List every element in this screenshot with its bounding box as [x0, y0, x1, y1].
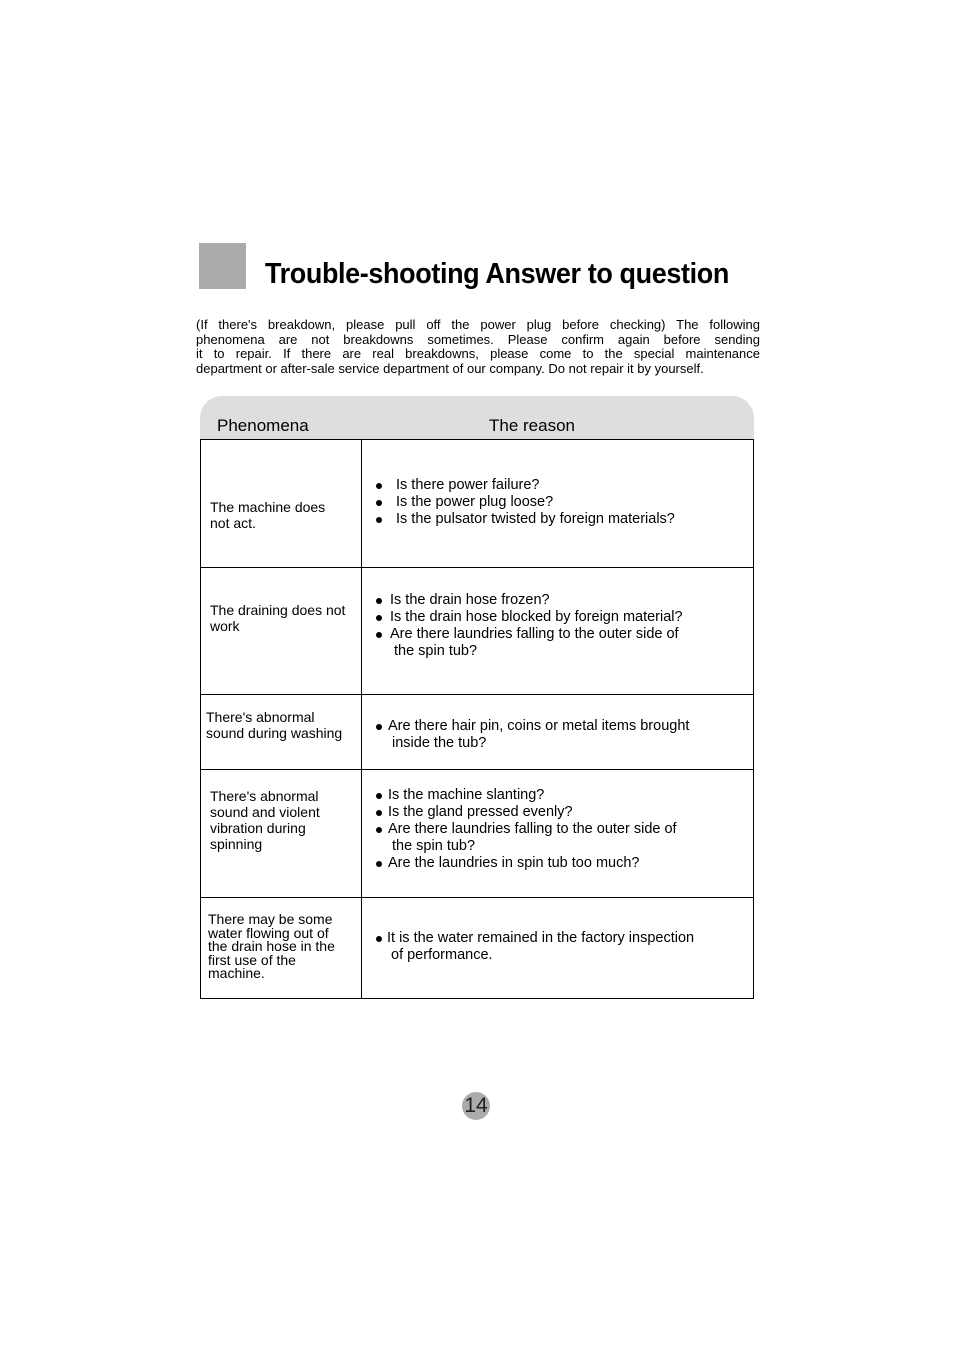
phenomenon-text: There's abnormal sound during washing [206, 709, 343, 741]
reason-list [374, 787, 677, 872]
reason-item: Are there laundries falling to the outer side of the spin tub? [374, 821, 677, 855]
table-row [201, 898, 754, 999]
reason-cell [362, 568, 754, 695]
phenomenon-text: There's abnormal sound and violent vibration during spinning [210, 788, 320, 852]
column-header-phenomena: Phenomena [217, 416, 309, 435]
reason-list [374, 477, 675, 528]
reason-item: Is there power failure? [374, 477, 675, 494]
phenomenon-cell [201, 440, 362, 568]
phenomenon-text: There may be some water flowing out of the drain hose in the first use of the machine. [208, 911, 335, 981]
reason-item: Are the laundries in spin tub too much? [374, 855, 677, 872]
table-row [201, 568, 754, 695]
reason-item: Are there laundries falling to the outer side of the spin tub? [374, 626, 683, 660]
phenomenon-text: The draining does not work [210, 602, 346, 634]
reason-item: It is the water remained in the factory inspection of performance. [374, 930, 694, 964]
intro-paragraph [196, 318, 760, 376]
phenomenon-cell [201, 898, 362, 999]
intro-line: department or after-sale service department of our company. Do not repair it by yourself. [196, 360, 704, 376]
table-row [201, 770, 754, 898]
reason-item: Are there hair pin, coins or metal items brought inside the tub? [374, 718, 689, 752]
reason-list [374, 592, 683, 660]
reason-item: Is the drain hose blocked by foreign material? [374, 609, 683, 626]
reason-item: Is the power plug loose? [374, 494, 675, 511]
title-accent-square [199, 243, 246, 289]
phenomenon-cell [201, 770, 362, 898]
page-title: Trouble-shooting Answer to question [265, 258, 729, 290]
reason-item: Is the pulsator twisted by foreign materials? [374, 511, 675, 528]
reason-list [374, 718, 689, 752]
phenomenon-cell [201, 695, 362, 770]
table-row [201, 440, 754, 568]
reason-item: Is the machine slanting? [374, 787, 677, 804]
reason-list [374, 930, 694, 964]
column-header-reason: The reason [489, 416, 575, 435]
reason-cell [362, 898, 754, 999]
intro-line: phenomena are not breakdowns sometimes. Please confirm again before sending [196, 331, 760, 347]
troubleshooting-table [200, 439, 754, 999]
reason-cell [362, 770, 754, 898]
table-row [201, 695, 754, 770]
phenomenon-cell [201, 568, 362, 695]
intro-line: (If there's breakdown, please pull off the power plug before checking) The following [196, 317, 760, 332]
reason-cell [362, 695, 754, 770]
page-number-badge: 14 [462, 1092, 490, 1120]
reason-item: Is the gland pressed evenly? [374, 804, 677, 821]
phenomenon-text: The machine does not act. [210, 499, 326, 531]
intro-line: it to repair. If there are real breakdowns, please come to the special maintenance [196, 346, 760, 361]
reason-item: Is the drain hose frozen? [374, 592, 683, 609]
reason-cell [362, 440, 754, 568]
table-header [200, 396, 754, 440]
